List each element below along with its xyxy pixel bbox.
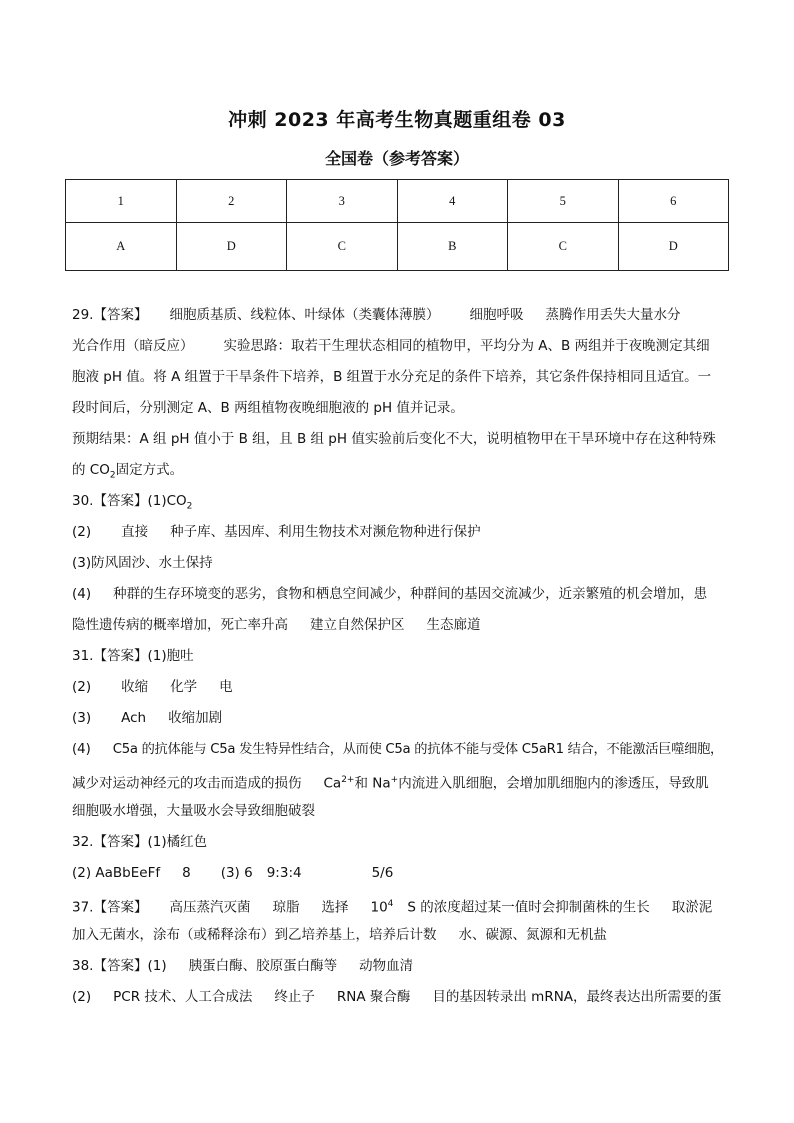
- answer-29-line-4: [72, 393, 724, 424]
- answer-38-line-2: [72, 982, 724, 1013]
- answer-cell: C: [508, 223, 619, 271]
- answer-text: 预期结果：A 组 pH 值小于 B 组，且 B 组 pH 值实验前后变化不大，说明植物甲在干旱环境中存在这种特殊: [72, 431, 716, 447]
- question-number: 30.: [72, 493, 94, 509]
- answer-text: 段时间后，分别测定 A、B 两组植物夜晚细胞液的 pH 值并记录。: [72, 400, 464, 416]
- sub-question-number: (2): [72, 679, 92, 695]
- question-number-cell: 5: [508, 180, 619, 223]
- answer-tag: 【答案】: [93, 899, 148, 916]
- multiple-choice-answer-table: [65, 179, 729, 271]
- answer-text: 终止子: [274, 989, 315, 1005]
- answer-text: C5a 的抗体能与 C5a 发生特异性结合，从而使 C5a 的抗体不能与受体 C5aR1 结合，不能激活巨噬细胞，: [112, 742, 724, 757]
- answer-text: 细胞呼吸: [469, 307, 524, 323]
- sub-question-number: (2): [72, 524, 92, 540]
- answer-text: PCR 技术、人工合成法: [113, 989, 253, 1005]
- answer-text: Ca: [323, 775, 342, 792]
- answer-text: 减少对运动神经元的攻击而造成的损伤: [72, 775, 302, 792]
- question-number-cell: 4: [397, 180, 508, 223]
- answer-30-line-5: [72, 610, 724, 641]
- answer-29-line-6: [72, 455, 724, 486]
- answer-text: 隐性遗传病的概率增加，死亡率升高: [72, 617, 288, 633]
- subscript: 2: [109, 470, 116, 481]
- answer-text: 细胞吸水增强，大量吸水会导致细胞破裂: [72, 803, 315, 819]
- question-number: 32.: [72, 834, 94, 850]
- answer-text: (1)橘红色: [147, 834, 208, 850]
- answer-text: (3) 6: [220, 865, 253, 881]
- answer-cell: B: [397, 223, 508, 271]
- answer-text: 和 Na: [354, 775, 391, 792]
- answer-text: 加入无菌水，涂布（或稀释涂布）到乙培养基上，培养后计数: [72, 927, 437, 943]
- answer-31-line-3: [72, 703, 724, 734]
- answer-text: 目的基因转录出 mRNA，最终表达出所需要的蛋: [432, 989, 722, 1005]
- page-subtitle: 全国卷（参考答案）: [324, 149, 469, 168]
- answer-cell: C: [287, 223, 398, 271]
- answer-text: 收缩加剧: [168, 710, 223, 726]
- answer-37-line-2: [72, 920, 724, 951]
- answer-29-line-3: [72, 362, 724, 393]
- question-number: 29.: [72, 307, 94, 323]
- answer-text: (2) AaBbEeFf: [72, 865, 161, 881]
- answer-text: 蒸腾作用丢失大量水分: [545, 307, 681, 323]
- answer-tag: 【答案】: [93, 493, 148, 509]
- sub-question-number: (4): [72, 586, 92, 602]
- question-number: 37.: [72, 899, 94, 916]
- answer-text: (3)防风固沙、水土保持: [72, 555, 213, 571]
- answer-text: 胞液 pH 值。将 A 组置于干旱条件下培养，B 组置于水分充足的条件下培养，其它条件保持相同且适宜。一: [72, 369, 712, 385]
- answer-text: 建立自然保护区: [310, 617, 405, 633]
- question-number-cell: 1: [66, 180, 177, 223]
- sub-question-number: (1): [147, 958, 167, 974]
- answer-text: 种子库、基因库、利用生物技术对濒危物种进行保护: [170, 524, 481, 540]
- answer-text: 水、碳源、氮源和无机盐: [458, 927, 607, 943]
- answer-tag: 【答案】: [93, 648, 148, 664]
- superscript: 2+: [341, 775, 355, 785]
- answer-text: (1)胞吐: [147, 648, 194, 664]
- question-number: 31.: [72, 648, 94, 664]
- answer-text: 动物血清: [359, 958, 414, 974]
- answer-30-line-2: [72, 517, 724, 548]
- answer-text: 化学: [170, 679, 198, 695]
- answer-row: [66, 223, 729, 271]
- answer-cell: A: [66, 223, 177, 271]
- answer-text: (1)CO: [147, 493, 187, 509]
- answer-text: S 的浓度超过某一值时会抑制菌株的生长: [407, 899, 650, 916]
- answer-text: 高压蒸汽灭菌: [169, 899, 251, 916]
- answer-30-line-1: [72, 486, 724, 517]
- answer-37-line-1: [72, 889, 724, 920]
- question-number-cell: 2: [176, 180, 287, 223]
- sub-question-number: (3): [72, 710, 92, 726]
- answer-text: 选择: [321, 899, 349, 916]
- answer-cell: D: [618, 223, 729, 271]
- answers-body: [72, 300, 724, 1013]
- sub-question-number: (2): [72, 989, 92, 1005]
- answer-text: 种群的生存环境变的恶劣，食物和栖息空间减少，种群间的基因交流减少，近亲繁殖的机会增加，患: [113, 586, 708, 602]
- answer-31-line-1: [72, 641, 724, 672]
- answer-31-line-2: [72, 672, 724, 703]
- question-number-cell: 3: [287, 180, 398, 223]
- answer-text: Ach: [121, 710, 147, 726]
- question-number-cell: 6: [618, 180, 729, 223]
- sub-question-number: (4): [72, 742, 91, 757]
- answer-text: 的 CO: [72, 462, 110, 478]
- answer-text: 电: [219, 679, 233, 695]
- question-number: 38.: [72, 958, 94, 974]
- answer-38-line-1: [72, 951, 724, 982]
- answer-text: 10: [370, 899, 388, 916]
- answer-text: 直接: [121, 524, 149, 540]
- answer-tag: 【答案】: [93, 307, 148, 323]
- subscript: 2: [186, 501, 193, 512]
- answer-tag: 【答案】: [93, 958, 148, 974]
- answer-32-line-1: [72, 827, 724, 858]
- superscript: 4: [387, 899, 394, 909]
- answer-text: 固定方式。: [115, 462, 184, 478]
- answer-30-line-3: [72, 548, 724, 579]
- answer-text: 光合作用（暗反应）: [72, 338, 194, 354]
- answer-text: 琼脂: [272, 899, 300, 916]
- answer-cell: D: [176, 223, 287, 271]
- answer-29-line-1: [72, 300, 724, 331]
- answer-text: 5/6: [371, 865, 394, 881]
- answer-31-line-5: [72, 765, 724, 796]
- answer-tag: 【答案】: [93, 834, 148, 850]
- answer-30-line-4: [72, 579, 724, 610]
- answer-text: 生态廊道: [426, 617, 481, 633]
- answer-29-line-2: [72, 331, 724, 362]
- answer-31-line-4: [72, 734, 724, 765]
- answer-text: 细胞质基质、线粒体、叶绿体（类囊体薄膜）: [169, 307, 440, 323]
- answer-text: 9:3:4: [266, 865, 302, 881]
- answer-text: 收缩: [121, 679, 149, 695]
- answer-text: 8: [182, 865, 191, 881]
- answer-29-line-5: [72, 424, 724, 455]
- answer-text: 内流进入肌细胞，会增加肌细胞内的渗透压，导致肌: [398, 775, 709, 792]
- page-title: 冲刺 2023 年高考生物真题重组卷 03: [228, 109, 566, 131]
- answer-32-line-2: [72, 858, 724, 889]
- question-number-row: [66, 180, 729, 223]
- answer-text: 实验思路：取若干生理状态相同的植物甲，平均分为 A、B 两组并于夜晚测定其细: [223, 338, 710, 354]
- answer-31-line-6: [72, 796, 724, 827]
- answer-text: 胰蛋白酶、胶原蛋白酶等: [188, 958, 338, 974]
- answer-text: 取淤泥: [671, 899, 713, 916]
- superscript: +: [390, 775, 399, 785]
- answer-text: RNA 聚合酶: [336, 989, 411, 1005]
